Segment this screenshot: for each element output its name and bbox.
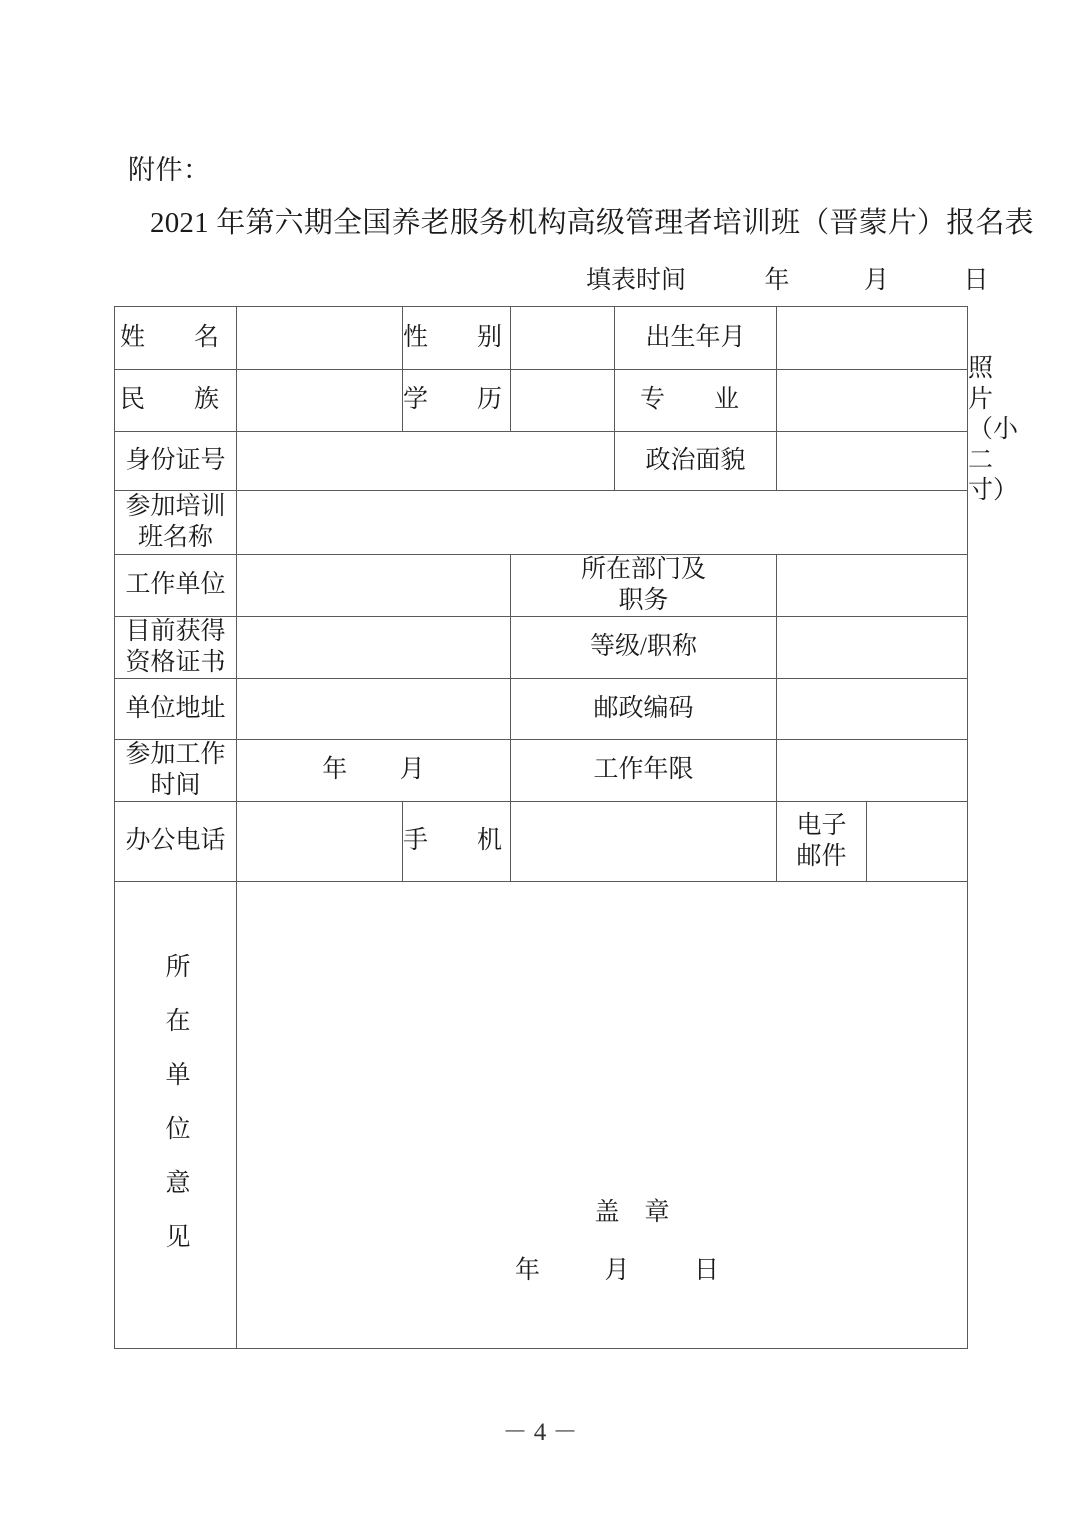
attachment-label: 附件： (128, 155, 211, 185)
label-line-1: 电子 (796, 812, 847, 839)
seal-date-line (237, 1256, 967, 1287)
label-major: 专 业 (615, 370, 777, 432)
field-unit-opinion[interactable] (237, 882, 968, 1349)
field-work-unit[interactable] (237, 555, 511, 617)
fill-date-line (586, 260, 989, 296)
label-department-position (511, 555, 777, 617)
label-work-start-time (115, 740, 237, 802)
field-mobile[interactable] (511, 802, 777, 882)
label-training-class-name (115, 491, 237, 555)
field-gender[interactable] (511, 307, 615, 370)
table-row (115, 370, 968, 432)
label-grade-title: 等级/职称 (511, 617, 777, 679)
label-work-unit: 工作单位 (115, 555, 237, 617)
label-birth-date: 出生年月 (615, 307, 777, 370)
field-unit-address[interactable] (237, 679, 511, 740)
field-training-class-name[interactable] (237, 491, 968, 555)
label-name: 姓 名 (115, 307, 237, 370)
field-years-of-work[interactable] (777, 740, 968, 802)
seal-label: 盖 章 (594, 1199, 670, 1226)
table-row (115, 555, 968, 617)
field-grade-title[interactable] (777, 617, 968, 679)
field-ethnicity[interactable] (237, 370, 403, 432)
field-education[interactable] (511, 370, 615, 432)
table-row (115, 679, 968, 740)
label-line-1: 参加培训 (125, 493, 226, 520)
label-ethnicity: 民 族 (115, 370, 237, 432)
fill-date-year: 年 (764, 267, 790, 294)
label-line-1: 参加工作 (125, 741, 226, 768)
work-start-year: 年 (322, 756, 348, 784)
fill-date-day: 日 (963, 267, 989, 294)
document-title: 2021 年第六期全国养老服务机构高级管理者培训班（晋蒙片）报名表 (150, 207, 1034, 239)
work-start-month: 月 (399, 756, 425, 784)
table-row: 姓 名 性 别 出生年月 照片 （小二寸） (115, 307, 968, 370)
label-line-2: 资格证书 (125, 648, 226, 676)
field-postal-code[interactable] (777, 679, 968, 740)
table-row (115, 882, 968, 1349)
label-political-status: 政治面貌 (615, 432, 777, 491)
field-political-status[interactable] (777, 432, 968, 491)
label-education: 学 历 (403, 370, 511, 432)
table-row (115, 491, 968, 555)
label-postal-code: 邮政编码 (511, 679, 777, 740)
field-certificates[interactable] (237, 617, 511, 679)
table-row (115, 432, 968, 491)
field-department-position[interactable] (777, 555, 968, 617)
seal-month: 月 (604, 1257, 630, 1284)
label-line-2: 时间 (150, 771, 201, 799)
field-birth-date[interactable] (777, 307, 968, 370)
seal-year: 年 (514, 1257, 540, 1284)
label-unit-address: 单位地址 (115, 679, 237, 740)
label-line-2: 邮件 (796, 842, 847, 870)
seal-line (237, 1198, 967, 1229)
label-id-number: 身份证号 (115, 432, 237, 491)
label-office-phone: 办公电话 (115, 802, 237, 882)
label-email (777, 802, 867, 882)
field-office-phone[interactable] (237, 802, 403, 882)
fill-date-month: 月 (864, 267, 890, 294)
label-certificates (115, 617, 237, 679)
field-name[interactable] (237, 307, 403, 370)
registration-form-table (114, 306, 1019, 1349)
seal-day: 日 (694, 1257, 720, 1284)
field-major[interactable] (777, 370, 968, 432)
field-email[interactable] (867, 802, 968, 882)
label-years-of-work: 工作年限 (511, 740, 777, 802)
label-unit-opinion (115, 882, 237, 1349)
label-line-2: 职务 (618, 586, 669, 614)
page-number: － 4 － (502, 1419, 578, 1446)
label-line-2: 班名称 (137, 523, 213, 551)
label-gender: 性 别 (403, 307, 511, 370)
table-row (115, 740, 968, 802)
label-line-1: 所在部门及 (580, 556, 706, 583)
field-work-start-time[interactable] (237, 740, 511, 802)
label-line-1: 目前获得 (125, 618, 226, 645)
unit-opinion-vertical-text: 所在单位意见 (162, 952, 189, 1277)
label-mobile: 手 机 (403, 802, 511, 882)
table-row (115, 617, 968, 679)
table-row (115, 802, 968, 882)
fill-date-label: 填表时间 (586, 267, 687, 294)
field-id-number[interactable] (237, 432, 615, 491)
